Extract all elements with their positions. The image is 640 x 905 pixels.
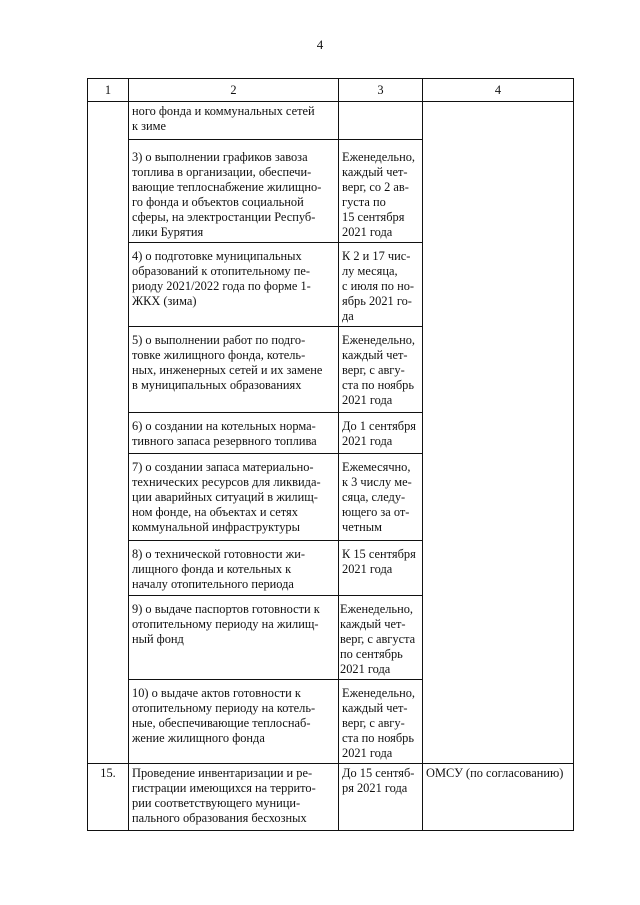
measure-text: 7) о создании запаса материально- технических ресурсов для ликвида- ции аварийных ситуаций в жилищ- ном фонде, на объектах и сетях коммунальной инфраструктуры [132,460,321,534]
measure-text: 6) о создании на котельных норма- тивного запаса резервного топлива [132,419,317,448]
measure-text-cell [129,454,339,541]
measure-text: 10) о выдаче актов готовности к отопительному периоду на котель- ные, обеспечивающие теплоснаб- жение жилищного фонда [132,686,316,745]
term-cell [339,680,423,764]
term-cell [339,140,423,243]
term-cell [339,764,423,831]
executor-cell [423,764,574,831]
measure-text: 4) о подготовке муниципальных образований к отопительному пе- риоду 2021/2022 года по форме 1- ЖКХ (зима) [132,249,311,308]
term-text: К 15 сентября 2021 года [342,547,416,576]
term-text: Ежемесячно, к 3 числу ме- сяца, следу- ющего за от- четным [342,460,412,534]
table-row [88,102,574,140]
measure-text-cell [129,327,339,413]
executor-cell-empty [423,102,574,764]
document-table [87,78,574,831]
term-cell [339,596,423,680]
term-text: К 2 и 17 чис- лу месяца, с июля по но- ябрь 2021 го- да [342,249,415,323]
term-text [339,102,422,106]
measure-text-cell [129,140,339,243]
column-header-2: 2 [129,79,339,102]
measure-text-cell [129,102,339,140]
measure-text-cell [129,596,339,680]
measure-text-cell [129,680,339,764]
table-header-row [88,79,574,102]
table-row [88,764,574,831]
executor-text: ОМСУ (по согласованию) [426,766,564,780]
term-text: Еженедельно, каждый чет- верг, со 2 ав- густа по 15 сентября 2021 года [342,150,415,239]
term-cell [339,243,423,327]
measure-text-cell [129,541,339,596]
term-text: Еженедельно, каждый чет- верг, с авгу- ста по ноябрь 2021 года [342,333,415,407]
term-cell [339,102,423,140]
measure-text: Проведение инвентаризации и ре- гистрации имеющихся на террито- рии соответствующего муници- пального образования бесхозных [132,766,316,825]
column-header-4: 4 [423,79,574,102]
measure-text: 5) о выполнении работ по подго- товке жилищного фонда, котель- ных, инженерных сетей и их замене в муниципальных образованиях [132,333,323,392]
measure-text-cell [129,243,339,327]
term-cell [339,454,423,541]
term-text: Еженедельно, каждый чет- верг, с августа по сентябрь 2021 года [340,602,416,676]
row-number: 15. [100,766,116,780]
measure-text: ного фонда и коммунальных сетей к зиме [132,104,315,133]
row-number-cell [88,764,129,831]
measure-text-cell [129,413,339,454]
term-cell [339,413,423,454]
measure-text: 8) о технической готовности жи- лищного фонда и котельных к началу отопительного периода [132,547,305,591]
page-number: 4 [316,37,324,52]
row-number-cell-empty [88,102,129,764]
term-text: До 15 сентяб- ря 2021 года [342,766,415,795]
term-text: До 1 сентября 2021 года [342,419,416,448]
measure-text-cell [129,764,339,831]
column-header-3: 3 [339,79,423,102]
column-header-1: 1 [88,79,129,102]
term-text: Еженедельно, каждый чет- верг, с авгу- ста по ноябрь 2021 года [342,686,415,760]
term-cell [339,541,423,596]
term-cell [339,327,423,413]
measure-text: 9) о выдаче паспортов готовности к отопительному периоду на жилищ- ный фонд [132,602,320,646]
measure-text: 3) о выполнении графиков завоза топлива в организации, обеспечи- вающие теплоснабжение жилищно- го фонда и объектов социальной сферы, на электростанции Респуб- лики Бурятия [132,150,322,239]
